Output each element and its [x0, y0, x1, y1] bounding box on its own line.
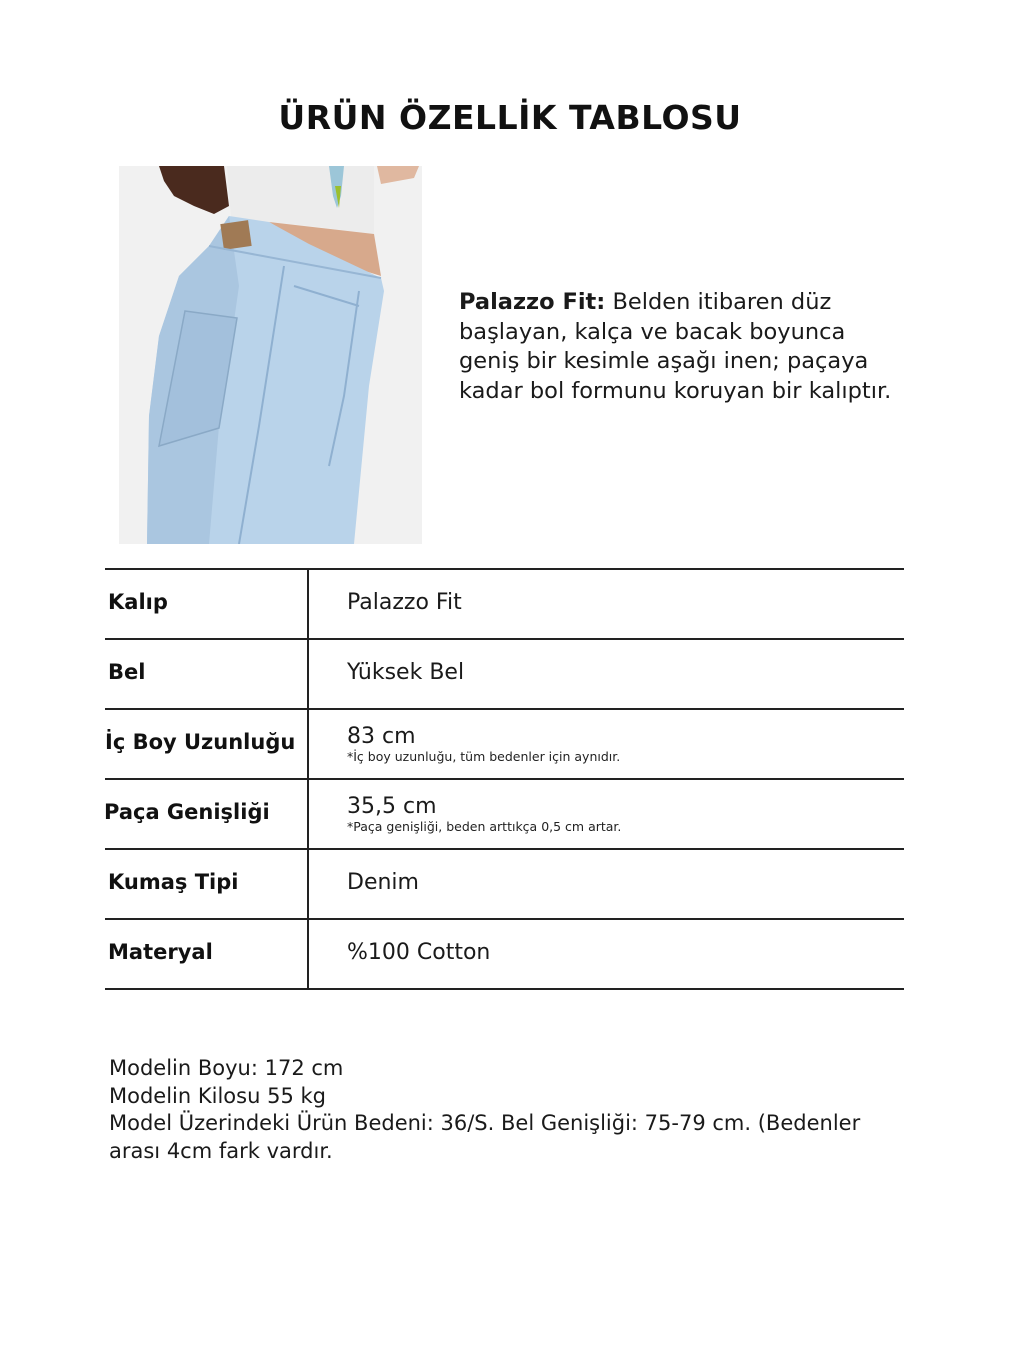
fit-description-line: geniş bir kesimle aşağı inen; paçaya — [459, 348, 869, 374]
spec-table — [105, 568, 904, 990]
model-size-note: arası 4cm fark vardır. — [109, 1138, 333, 1163]
spec-value: Palazzo Fit — [347, 590, 462, 615]
table-row — [105, 708, 904, 778]
spec-label: Kalıp — [108, 590, 168, 614]
table-row — [105, 918, 904, 990]
spec-label: Paça Genişliği — [104, 800, 270, 824]
spec-value-block — [347, 724, 620, 764]
fit-description-term: Palazzo Fit: — [459, 289, 606, 315]
table-row — [105, 568, 904, 638]
model-weight: Modelin Kilosu 55 kg — [109, 1083, 326, 1108]
product-photo — [119, 166, 422, 544]
spec-note: *Paça genişliği, beden arttıkça 0,5 cm artar. — [347, 819, 622, 834]
model-info — [109, 1055, 909, 1165]
spec-value: 35,5 cm — [347, 794, 437, 819]
jeans-photo-illustration — [119, 166, 422, 544]
spec-label: Bel — [108, 660, 146, 684]
spec-value-block — [347, 794, 621, 834]
spec-value: %100 Cotton — [347, 940, 491, 965]
spec-label: Materyal — [108, 940, 213, 964]
page-title: ÜRÜN ÖZELLİK TABLOSU — [278, 98, 742, 137]
table-row — [105, 778, 904, 848]
spec-value: Denim — [347, 870, 419, 895]
spec-value: 83 cm — [347, 724, 416, 749]
spec-note: *İç boy uzunluğu, tüm bedenler için aynıdır. — [347, 749, 621, 764]
spec-label: Kumaş Tipi — [108, 870, 239, 894]
fit-description-line: başlayan, kalça ve bacak boyunca — [459, 318, 846, 345]
fit-description-line: kadar bol formunu koruyan bir kalıptır. — [459, 377, 892, 404]
spec-label: İç Boy Uzunluğu — [105, 730, 296, 754]
fit-description-line: Belden itibaren düz — [612, 289, 832, 315]
table-row — [105, 848, 904, 918]
spec-value: Yüksek Bel — [347, 660, 465, 685]
fit-description — [459, 288, 929, 406]
table-row — [105, 638, 904, 708]
model-size: Model Üzerindeki Ürün Bedeni: 36/S. Bel Genişliği: 75-79 cm. (Bedenler — [109, 1111, 861, 1135]
model-height: Modelin Boyu: 172 cm — [109, 1056, 344, 1080]
